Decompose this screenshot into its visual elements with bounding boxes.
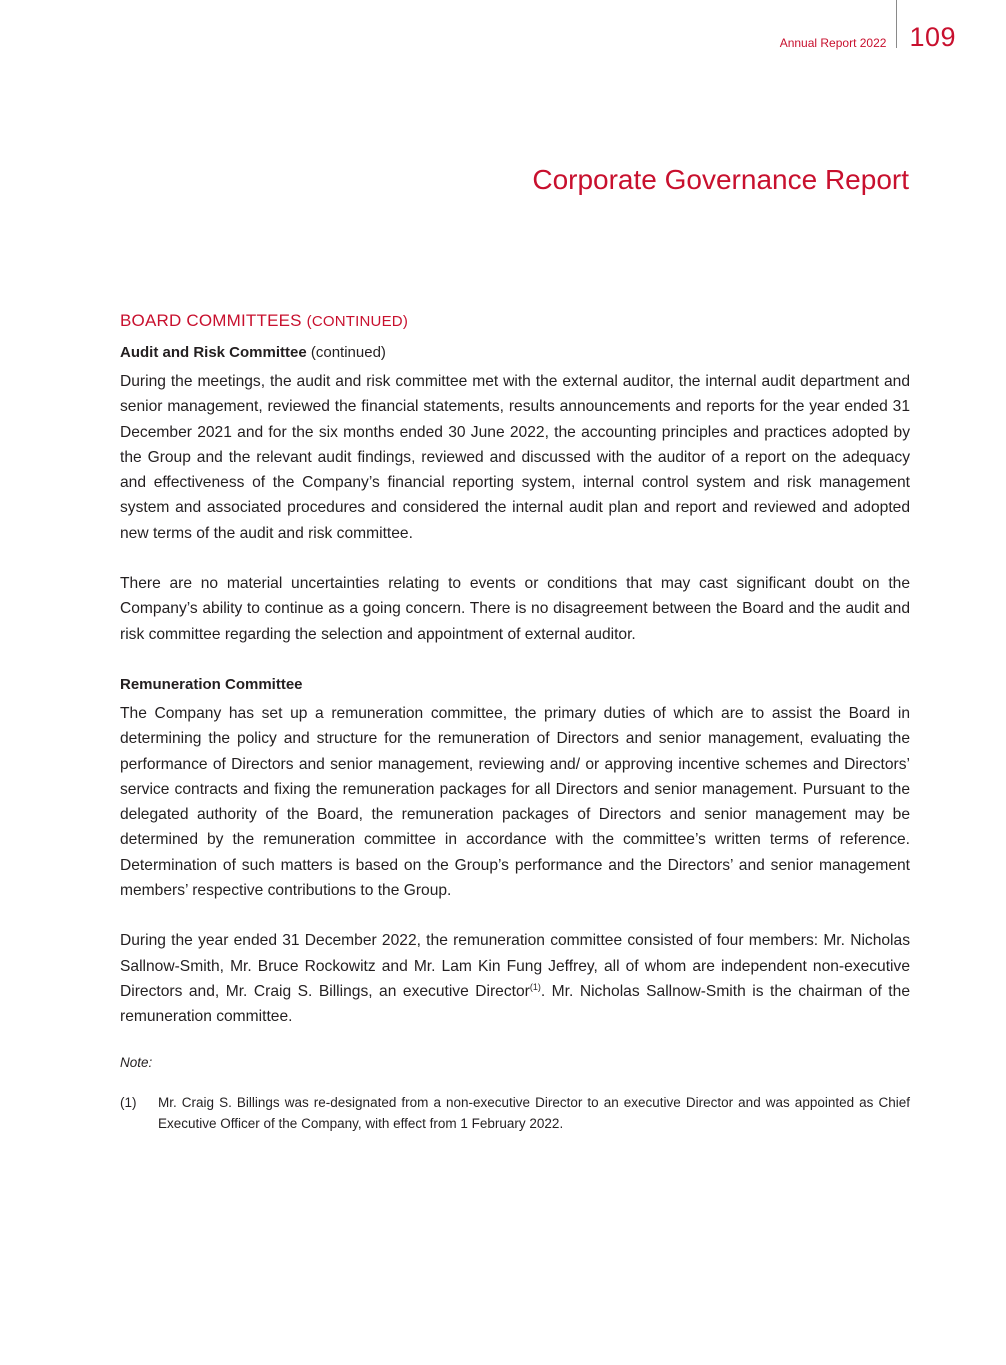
audit-committee-heading <box>120 340 910 365</box>
remuneration-paragraph-2 <box>120 928 910 1029</box>
remuneration-paragraph-1: The Company has set up a remuneration committee, the primary duties of which are to assist the Board in determining the policy and structure for the remuneration of Directors and senior management, evaluating the performance of Directors and senior management, reviewing and/ or approving incentive schemes and Directors’ service contracts and fixing the remuneration packages for all Directors and senior management. Pursuant to the delegated authority of the Board, the remuneration packages of Directors and senior management may be determined by the remuneration committee in accordance with the committee’s written terms of reference. Determination of such matters is based on the Group’s performance and the Directors’ and senior management members’ respective contributions to the Group. <box>120 704 910 900</box>
note-item <box>120 1092 910 1134</box>
report-content <box>120 311 910 1134</box>
footnote-reference: (1) <box>529 981 541 992</box>
remuneration-paragraph-2-tail: . Mr. Nicholas Sallnow-Smith is the chairman of the remuneration committee. <box>120 982 910 1026</box>
audit-paragraph-1: During the meetings, the audit and risk committee met with the external auditor, the internal audit department and senior management, reviewed the financial statements, results announcements and reports for the year ended 31 December 2021 and for the six months ended 30 June 2022, the accounting principles and practices adopted by the Group and the relevant audit findings, reviewed and discussed with the auditor of a report on the adequacy and effectiveness of the Company’s financial reporting system, internal control system and risk management system and associated procedures and considered the internal audit plan and report and reviewed and adopted new terms of the audit and risk committee. <box>120 373 910 542</box>
section-title-text: BOARD COMMITTEES <box>120 311 302 330</box>
note-text: Mr. Craig S. Billings was re-designated from a non-executive Director to an executive Director and was appointed as Chief Executive Officer of the Company, with effect from 1 February 2022. <box>158 1094 910 1131</box>
note-number: (1) <box>120 1094 137 1110</box>
section-title <box>120 311 910 331</box>
header-divider <box>896 0 897 48</box>
report-label: Annual Report 2022 <box>779 36 887 50</box>
audit-paragraph-2: There are no material uncertainties relating to events or conditions that may cast significant doubt on the Company’s ability to continue as a going concern. There is no disagreement between the Board and the audit and risk committee regarding the selection and appointment of external auditor. <box>120 575 910 643</box>
audit-committee-heading-text: Audit and Risk Committee <box>120 344 307 361</box>
page-header <box>780 0 956 50</box>
page-title: Corporate Governance Report <box>532 164 909 195</box>
audit-committee-heading-suffix: (continued) <box>310 344 386 361</box>
note-label: Note: <box>120 1054 153 1070</box>
page-number: 109 <box>909 22 956 52</box>
remuneration-paragraph-2-text: During the year ended 31 December 2022, the remuneration committee consisted of four members: Mr. Nicholas Sallnow-Smith, Mr. Bruce Rockowitz and Mr. Lam Kin Fung Jeffrey, all of whom are independent non-executive Directors and, Mr. Craig S. Billings, an executive Director <box>120 932 910 1000</box>
remuneration-committee-heading <box>120 672 910 697</box>
remuneration-committee-heading-text: Remuneration Committee <box>120 675 303 693</box>
section-title-suffix: (CONTINUED) <box>306 313 409 330</box>
